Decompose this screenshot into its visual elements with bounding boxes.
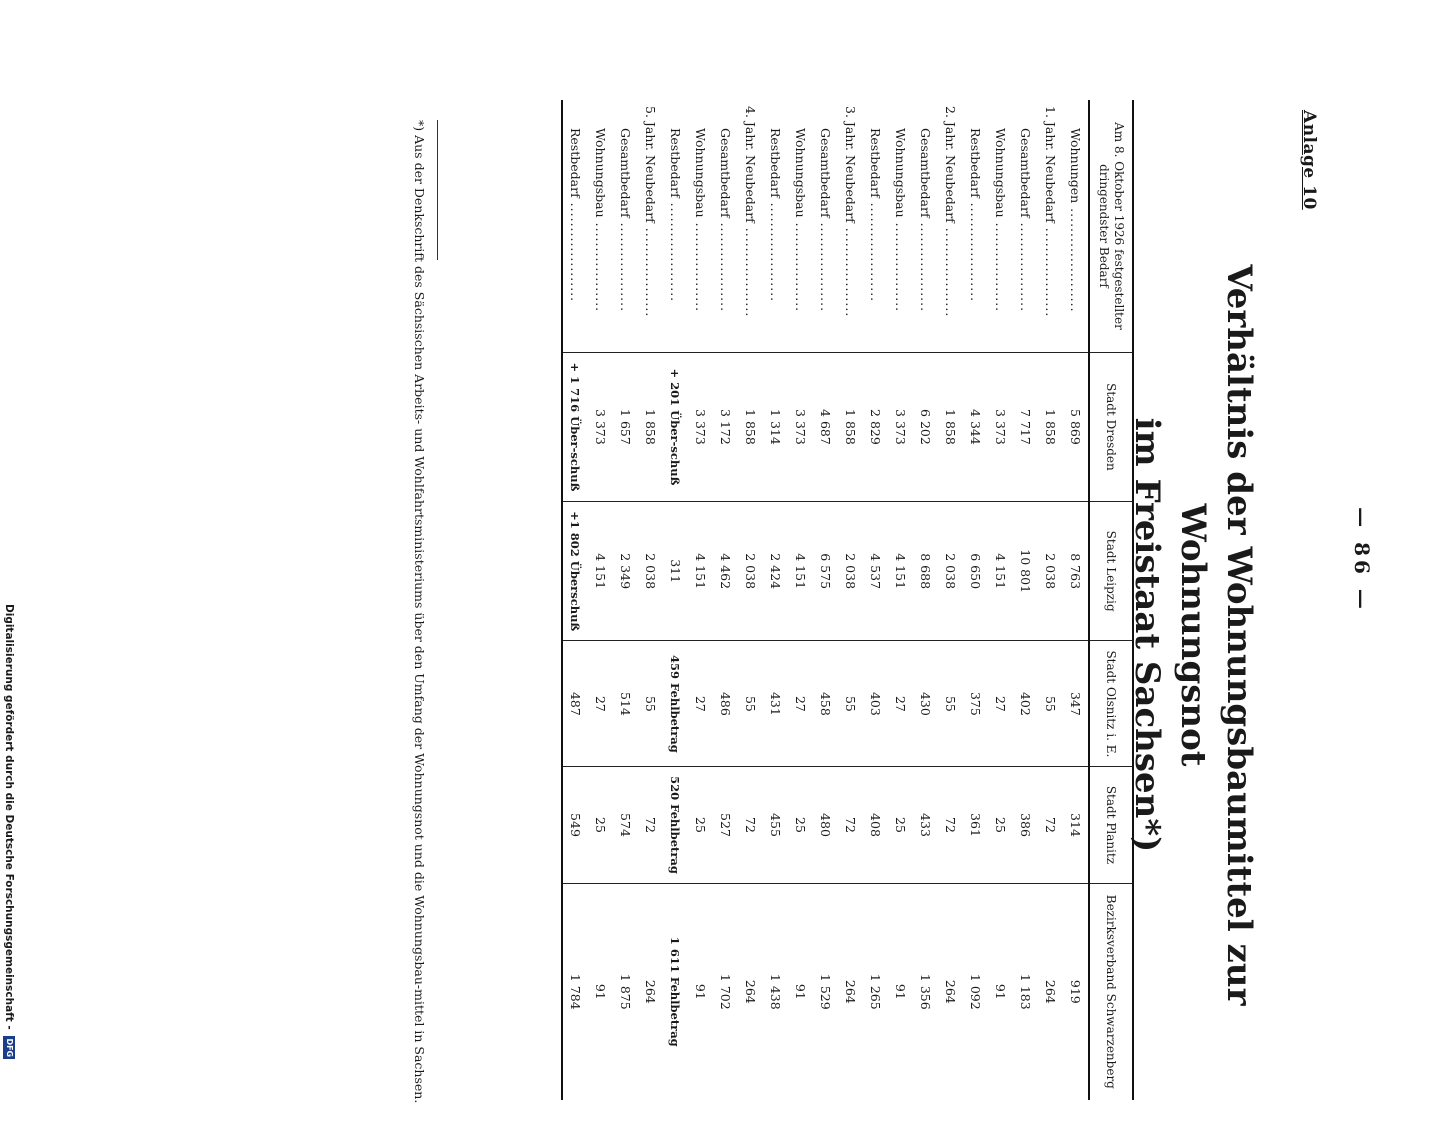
table-cell: 486 [713, 641, 738, 767]
row-label [1018, 106, 1033, 346]
row-label-cell [938, 100, 963, 353]
table-cell: 1 356 [913, 883, 938, 1100]
table-cell: 1 858 [938, 353, 963, 502]
row-label-text: Restbedarf [868, 128, 883, 198]
row-label [968, 106, 983, 346]
table-cell: 347 [1063, 641, 1089, 767]
leader-dots: .................. [993, 217, 1008, 313]
row-label-cell [613, 100, 638, 353]
table-cell: 264 [638, 883, 663, 1100]
leader-dots: .................. [593, 217, 608, 313]
leader-dots: .................... [568, 197, 583, 303]
leader-dots: .................. [743, 222, 758, 318]
row-label-text: 2. Jahr. Neubedarf [943, 106, 958, 223]
table-row [1013, 100, 1038, 1100]
table-cell: 1 784 [562, 883, 588, 1100]
table-cell: 403 [863, 641, 888, 767]
table-cell: 2 038 [1038, 501, 1063, 641]
row-label [793, 106, 808, 346]
table-cell: 1 529 [813, 883, 838, 1100]
table-header-row [1089, 100, 1133, 1100]
leader-dots: .................. [1043, 222, 1058, 318]
table-cell: 361 [963, 767, 988, 883]
table-cell: 27 [888, 641, 913, 767]
table-row [788, 100, 813, 1100]
table-cell: 72 [738, 767, 763, 883]
row-label-text: 1. Jahr. Neubedarf [1043, 106, 1058, 223]
row-label-cell [588, 100, 613, 353]
table-row [562, 100, 588, 1100]
row-label-text: 3. Jahr. Neubedarf [843, 106, 858, 223]
leader-dots: .................. [618, 217, 633, 313]
footnote: *) Aus der Denkschrift des Sächsischen Arbeits- und Wohlfahrtsministeriums über den Umfang der Wohnungsnot und die Wohnungsbau-mittel in Sachsen. [412, 120, 427, 1104]
row-label [918, 106, 933, 346]
footnote-divider [437, 120, 438, 260]
row-label-cell [1038, 100, 1063, 353]
row-label-text: Restbedarf [968, 128, 983, 198]
table-cell: 27 [788, 641, 813, 767]
table-cell: 4 344 [963, 353, 988, 502]
row-label [843, 106, 858, 346]
leader-dots: .................. [643, 222, 658, 318]
row-label-text: Gesamtbedarf [818, 128, 833, 218]
table-body [562, 100, 1089, 1100]
table-cell: 408 [863, 767, 888, 883]
leader-dots: .................. [918, 217, 933, 313]
table-cell: 25 [588, 767, 613, 883]
table-cell: 72 [1038, 767, 1063, 883]
row-label-cell [1063, 100, 1089, 353]
row-label-text: Gesamtbedarf [718, 128, 733, 218]
table-cell: 264 [838, 883, 863, 1100]
table-cell: 91 [988, 883, 1013, 1100]
table-cell: 1 858 [638, 353, 663, 502]
table-cell: 402 [1013, 641, 1038, 767]
table-cell: 433 [913, 767, 938, 883]
table-cell: 55 [838, 641, 863, 767]
column-header-leipzig: Stadt Leipzig [1089, 501, 1133, 641]
table-cell: 1 314 [763, 353, 788, 502]
column-header-demand: Am 8. Oktober 1926 festgestellter dringendster Bedarf [1089, 100, 1133, 353]
table-cell: 3 373 [688, 353, 713, 502]
table-cell: 91 [688, 883, 713, 1100]
table-cell: 6 575 [813, 501, 838, 641]
leader-dots: .................... [968, 197, 983, 303]
table-cell: 375 [963, 641, 988, 767]
table-row [1038, 100, 1063, 1100]
table-cell: 1 702 [713, 883, 738, 1100]
table-cell: 1 265 [863, 883, 888, 1100]
row-label [668, 106, 683, 346]
row-label-cell [738, 100, 763, 353]
table-cell: 2 829 [863, 353, 888, 502]
row-label-text: 5. Jahr. Neubedarf [643, 106, 658, 223]
table-cell: 430 [913, 641, 938, 767]
table-cell: 459 Fehlbetrag [663, 641, 688, 767]
table-cell: 55 [738, 641, 763, 767]
table-row [988, 100, 1013, 1100]
table-cell: 4 151 [788, 501, 813, 641]
table-row [713, 100, 738, 1100]
row-label-text: Restbedarf [768, 128, 783, 198]
table-cell: 311 [663, 501, 688, 641]
table-cell: 91 [788, 883, 813, 1100]
row-label [893, 106, 908, 346]
table-cell: 487 [562, 641, 588, 767]
table-row [763, 100, 788, 1100]
row-label-cell [688, 100, 713, 353]
table-cell: 1 858 [738, 353, 763, 502]
table-cell: 55 [1038, 641, 1063, 767]
dfg-logo: DFG [5, 1038, 14, 1058]
row-label-text: Wohnungsbau [793, 128, 808, 218]
table-row [938, 100, 963, 1100]
row-label [693, 106, 708, 346]
row-label-cell [1013, 100, 1038, 353]
row-label [568, 106, 583, 346]
housing-table [561, 100, 1134, 1100]
row-label-cell [988, 100, 1013, 353]
table-cell: 314 [1063, 767, 1089, 883]
row-label-cell [663, 100, 688, 353]
row-label [943, 106, 958, 346]
row-label-cell [863, 100, 888, 353]
table-cell: 574 [613, 767, 638, 883]
table-cell: 25 [988, 767, 1013, 883]
table-cell: 6 202 [913, 353, 938, 502]
table-cell: 4 151 [588, 501, 613, 641]
table-cell: 25 [888, 767, 913, 883]
table-cell: 27 [988, 641, 1013, 767]
table-cell: 55 [638, 641, 663, 767]
leader-dots: .................. [718, 217, 733, 313]
row-label [868, 106, 883, 346]
table-cell: 8 688 [913, 501, 938, 641]
table-cell: 72 [638, 767, 663, 883]
table-row [738, 100, 763, 1100]
table-cell: 4 462 [713, 501, 738, 641]
title-line-1: Verhältnis der Wohnungsbaumittel zur Wohnungsnot [1173, 264, 1259, 1006]
table-row [688, 100, 713, 1100]
table-cell: 1 183 [1013, 883, 1038, 1100]
table-row [588, 100, 613, 1100]
table-cell: 27 [588, 641, 613, 767]
leader-dots: .................... [768, 197, 783, 303]
row-label-text: Restbedarf [568, 128, 583, 198]
table-cell: 4 151 [688, 501, 713, 641]
row-label-text: Gesamtbedarf [918, 128, 933, 218]
leader-dots: .................. [793, 217, 808, 313]
table-row [663, 100, 688, 1100]
leader-dots: .................. [943, 222, 958, 318]
table-cell: 2 038 [638, 501, 663, 641]
table-cell: 2 349 [613, 501, 638, 641]
table-cell: 431 [763, 641, 788, 767]
table-row [613, 100, 638, 1100]
table-row [1063, 100, 1089, 1100]
table-cell: 2 038 [838, 501, 863, 641]
table-cell: 3 373 [988, 353, 1013, 502]
table-cell: 25 [688, 767, 713, 883]
table-cell: 4 537 [863, 501, 888, 641]
row-label [643, 106, 658, 346]
leader-dots: .................... [868, 197, 883, 303]
leader-dots: .................. [843, 222, 858, 318]
table-cell: 91 [888, 883, 913, 1100]
table-cell: 27 [688, 641, 713, 767]
table-row [638, 100, 663, 1100]
table-cell: 1 858 [1038, 353, 1063, 502]
row-label-text: Wohnungen [1068, 128, 1083, 204]
table-cell: 8 763 [1063, 501, 1089, 641]
leader-dots: .................. [818, 217, 833, 313]
table-cell: 1 092 [963, 883, 988, 1100]
row-label-text: Wohnungsbau [593, 128, 608, 218]
table-row [838, 100, 863, 1100]
table-row [963, 100, 988, 1100]
table-cell: 455 [763, 767, 788, 883]
table-cell: 72 [838, 767, 863, 883]
table-cell: 72 [938, 767, 963, 883]
table-cell: 4 151 [888, 501, 913, 641]
table-row [913, 100, 938, 1100]
leader-dots: .................. [893, 217, 908, 313]
digitization-sidebar [0, 604, 18, 1058]
leader-dots: ..................... [1068, 203, 1083, 313]
table-cell: 527 [713, 767, 738, 883]
table-cell: 3 373 [588, 353, 613, 502]
row-label [1068, 106, 1083, 346]
row-label-cell [713, 100, 738, 353]
row-label [768, 106, 783, 346]
table-cell: 919 [1063, 883, 1089, 1100]
table-cell: 3 172 [713, 353, 738, 502]
table-cell: 3 373 [788, 353, 813, 502]
row-label-text: Wohnungsbau [893, 128, 908, 218]
table-cell: 5 869 [1063, 353, 1089, 502]
row-label-cell [838, 100, 863, 353]
table-row [813, 100, 838, 1100]
document-title [1124, 140, 1262, 1130]
row-label-cell [813, 100, 838, 353]
row-label-cell [963, 100, 988, 353]
row-label [593, 106, 608, 346]
table-cell: 514 [613, 641, 638, 767]
leader-dots: .................. [1018, 217, 1033, 313]
table-cell: 549 [562, 767, 588, 883]
table-row [888, 100, 913, 1100]
table-cell: 480 [813, 767, 838, 883]
table-cell: 1 438 [763, 883, 788, 1100]
row-label-text: Gesamtbedarf [618, 128, 633, 218]
table-cell: 2 038 [938, 501, 963, 641]
table-cell: +1 802 Überschuß [562, 501, 588, 641]
table-cell: 1 875 [613, 883, 638, 1100]
row-label [818, 106, 833, 346]
table-cell: 91 [588, 883, 613, 1100]
table-cell: 1 657 [613, 353, 638, 502]
column-header-schwarzenberg: Bezirksverband Schwarzenberg [1089, 883, 1133, 1100]
row-label-text: Gesamtbedarf [1018, 128, 1033, 218]
leader-dots: .................... [668, 197, 683, 303]
table-row [863, 100, 888, 1100]
table-cell: 2 424 [763, 501, 788, 641]
table-cell: 264 [1038, 883, 1063, 1100]
leader-dots: .................. [693, 217, 708, 313]
table-cell: 10 801 [1013, 501, 1038, 641]
digitization-credit: Digitalisierung gefördert durch die Deutsche Forschungsgemeinschaft - [3, 604, 15, 1030]
row-label [618, 106, 633, 346]
row-label [718, 106, 733, 346]
row-label-text: Wohnungsbau [993, 128, 1008, 218]
row-label-text: Wohnungsbau [693, 128, 708, 218]
row-label-cell [763, 100, 788, 353]
table-cell: + 1 716 Über-schuß [562, 353, 588, 502]
column-header-olsnitz: Stadt Olsnitz i. E. [1089, 641, 1133, 767]
title-line-2: im Freistaat Sachsen*) [1127, 417, 1167, 853]
table-cell: 55 [938, 641, 963, 767]
table-cell: 1 858 [838, 353, 863, 502]
table-cell: 6 650 [963, 501, 988, 641]
row-label [1043, 106, 1058, 346]
column-header-planitz: Stadt Planitz [1089, 767, 1133, 883]
row-label-text: Restbedarf [668, 128, 683, 198]
row-label [993, 106, 1008, 346]
row-label-cell [562, 100, 588, 353]
table-cell: 4 151 [988, 501, 1013, 641]
appendix-label: Anlage 10 [1299, 110, 1319, 210]
table-cell: 458 [813, 641, 838, 767]
row-label-cell [638, 100, 663, 353]
row-label [743, 106, 758, 346]
table-cell: 264 [938, 883, 963, 1100]
row-label-cell [913, 100, 938, 353]
table-cell: 4 687 [813, 353, 838, 502]
row-label-text: 4. Jahr. Neubedarf [743, 106, 758, 223]
table-cell: 264 [738, 883, 763, 1100]
table-cell: 7 717 [1013, 353, 1038, 502]
row-label-cell [788, 100, 813, 353]
table-cell: 25 [788, 767, 813, 883]
table-cell: + 201 Über-schuß [663, 353, 688, 502]
table-cell: 3 373 [888, 353, 913, 502]
table-cell: 2 038 [738, 501, 763, 641]
table-cell: 520 Fehlbetrag [663, 767, 688, 883]
column-header-dresden: Stadt Dresden [1089, 353, 1133, 502]
table-cell: 386 [1013, 767, 1038, 883]
table-cell: 1 611 Fehlbetrag [663, 883, 688, 1100]
page-number: — 86 — [1350, 507, 1374, 613]
row-label-cell [888, 100, 913, 353]
